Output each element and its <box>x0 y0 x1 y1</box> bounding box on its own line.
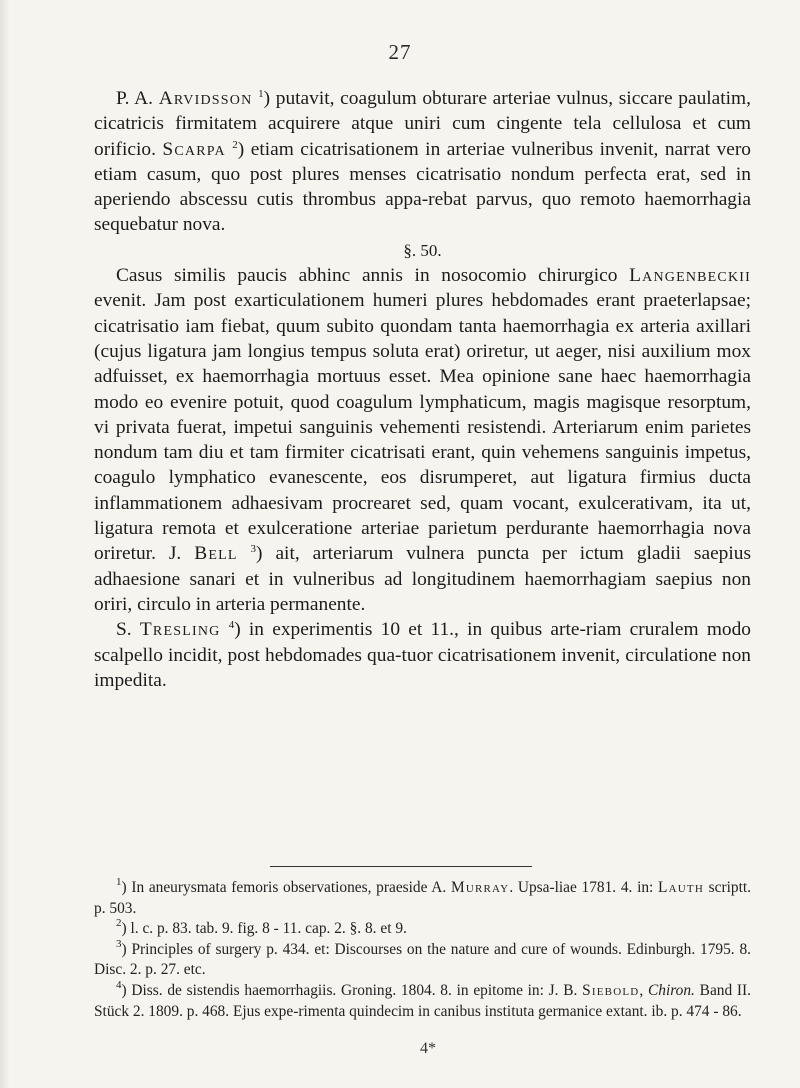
signature-mark: 4* <box>420 1040 436 1057</box>
section-heading: §. 50. <box>403 240 442 260</box>
paragraph-1: P. A. Arvidsson $^1$) putavit, coagulum obturare arteriae vulnus, siccare paulatim, cicatricis firmitatem acquirere atque uniri cum cingente tela cellulosa et cum orificio. Scarpa $^2$) etiam cicatrisationem in arteriae vulneribus invenit, narrat vero etiam casum, quo post plures menses cicatrisatio nondum perfecta erat, sed in aperiendo abscessu cutis thrombus appa-rebat parvus, quo remoto haemorrhagia sequebatur nova. <box>94 88 751 236</box>
paragraph-3: S. Tresling $^4$) in experimentis 10 et 11., in quibus arte-riam cruralem modo scalpello incidit, post hebdomades qua-tuor cicatrisationem invenit, circulatione non impedita. <box>94 619 751 691</box>
author-name: Arvidsson <box>158 88 253 109</box>
footnote-3: $^3$) Principles of surgery p. 434. et: Discourses on the nature and cure of wounds. Edinburgh. 1795. 8. Disc. 2. p. 27. etc. <box>94 937 751 979</box>
footnote-2: $^2$) l. c. p. 83. tab. 9. fig. 8 - 11. cap. 2. §. 8. et 9. <box>116 917 407 938</box>
footnote-ref[interactable]: 2 <box>232 138 238 151</box>
footnote-separator <box>270 866 532 867</box>
paragraph-2: Casus similis paucis abhinc annis in nosocomio chirurgico Langenbeckii evenit. Jam post exarticulationem humeri plures hebdomades erant praeterlapsae; cicatrisatio iam fiebat, quum subito quondam tanta haemorrhagia ex arteria axillari (cujus ligatura jam longius tempus soluta erat) oriretur, ut aeger, nisi auxilium mox adfuisset, ex haemorrhagia mortuus esset. Mea opinione sane haec haemorrhagia modo eo evenire potuit, quod coagulum lymphaticum, magis magisque resorptum, vi privata fuerat, impetui sanguinis vehementi resistendi. Arteriarum enim parietes nondum tam diu et tam firmiter cicatrisati erant, quin vehemens sanguinis impetus, coagulo lymphatico evanescente, eos disrumperet, aut ligatura firmius ducta inflammationem adhaesivam procrearet sed, quam vocant, exulcerativam, ita ut, ligatura remota et exulceratione arteriae parietum perdurante haemorrhagia nova oriretur. J. Bell $^3$) ait, arteriarum vulnera puncta per ictum gladii saepius adhaesione sanari et in vulneribus ad longitudinem haemorrhagiam saepius non oriri, circulo in arteria permanente. <box>94 265 751 615</box>
footnotes <box>94 878 751 1022</box>
author-name: Bell <box>194 543 238 565</box>
page-number: 27 <box>388 40 412 64</box>
author-name: Scarpa <box>162 138 226 160</box>
footnote-ref[interactable]: 4 <box>228 619 235 632</box>
author-name: Langenbeckii <box>629 265 751 287</box>
author-name: Tresling <box>139 619 221 641</box>
footnote-ref[interactable]: 1 <box>258 88 264 100</box>
footnote-1: $^1$) In aneurysmata femoris observationes, praeside A. Murray. Upsa-liae 1781. 4. in: Lauth scriptt. p. 503. <box>94 876 751 917</box>
footnote-4: $^4$) Diss. de sistendis haemorrhagiis. Groning. 1804. 8. in epitome in: J. B. Siebold, Chiron. Band II. Stück 2. 1809. p. 468. Ejus expe-rimenta quindecim in canibus instituta germanice extant. ib. p. 474 - 86. <box>94 978 752 1020</box>
footnote-ref[interactable]: 3 <box>250 543 257 556</box>
main-text <box>94 86 751 693</box>
page-edge-shadow <box>0 0 10 1088</box>
